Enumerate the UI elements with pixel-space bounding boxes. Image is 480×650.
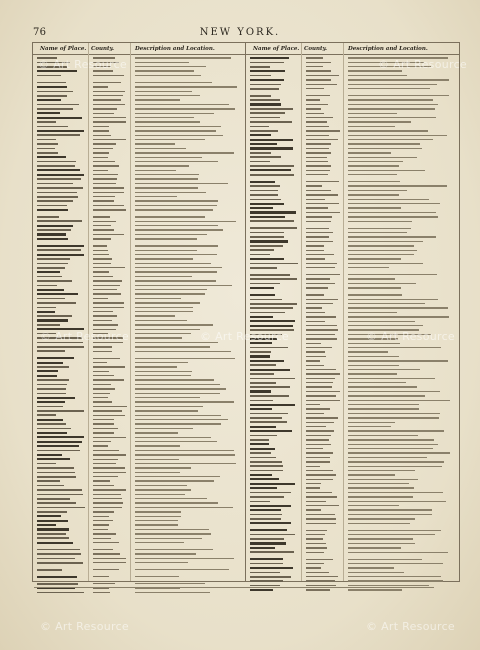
- illegible-entry-row: [33, 561, 245, 568]
- illegible-entry-row: [33, 237, 245, 244]
- left-column-block: [33, 43, 245, 581]
- watermark-mid-center: © Art Resource: [200, 330, 289, 343]
- right-header-row: [246, 43, 459, 55]
- watermark-top-right: © Art Resource: [378, 58, 467, 71]
- watermark-top-left: © Art Resource: [38, 58, 127, 71]
- illegible-entry-row: [246, 550, 459, 557]
- illegible-entry-row: [246, 286, 459, 293]
- page-title: NEW YORK.: [199, 27, 281, 38]
- illegible-entry-row: [246, 588, 459, 592]
- watermark-bottom-left: © Art Resource: [40, 620, 129, 633]
- illegible-entry-row: [33, 541, 245, 548]
- gazetteer-table: [32, 42, 460, 582]
- left-entries: [33, 56, 245, 595]
- left-header-description: Description and Location.: [135, 46, 215, 52]
- illegible-entry-row: [246, 87, 459, 94]
- illegible-entry-row: [33, 575, 245, 582]
- illegible-entry-row: [33, 349, 245, 356]
- watermark-mid-right: © Art Resource: [366, 330, 455, 343]
- right-header-place: Name of Place.: [253, 46, 300, 52]
- watermark-bottom-right: © Art Resource: [366, 620, 455, 633]
- footnote-illegible: [34, 586, 454, 588]
- illegible-entry-row: [33, 208, 245, 215]
- illegible-entry-row: [246, 266, 459, 273]
- right-header-description: Description and Location.: [348, 46, 428, 52]
- left-header-county: County.: [91, 46, 115, 52]
- watermark-mid-left: © Art Resource: [40, 330, 129, 343]
- illegible-entry-row: [33, 74, 245, 81]
- illegible-entry-row: [246, 219, 459, 226]
- illegible-entry-row: [33, 568, 245, 575]
- right-header-county: County.: [304, 46, 328, 52]
- illegible-entry-row: [33, 591, 245, 595]
- right-entries: [246, 56, 459, 592]
- illegible-entry-row: [246, 173, 459, 180]
- left-header-place: Name of Place.: [40, 46, 87, 52]
- page-number: 76: [33, 27, 47, 38]
- illegible-entry-row: [246, 521, 459, 528]
- left-header-row: [33, 43, 245, 55]
- right-column-block: [246, 43, 459, 581]
